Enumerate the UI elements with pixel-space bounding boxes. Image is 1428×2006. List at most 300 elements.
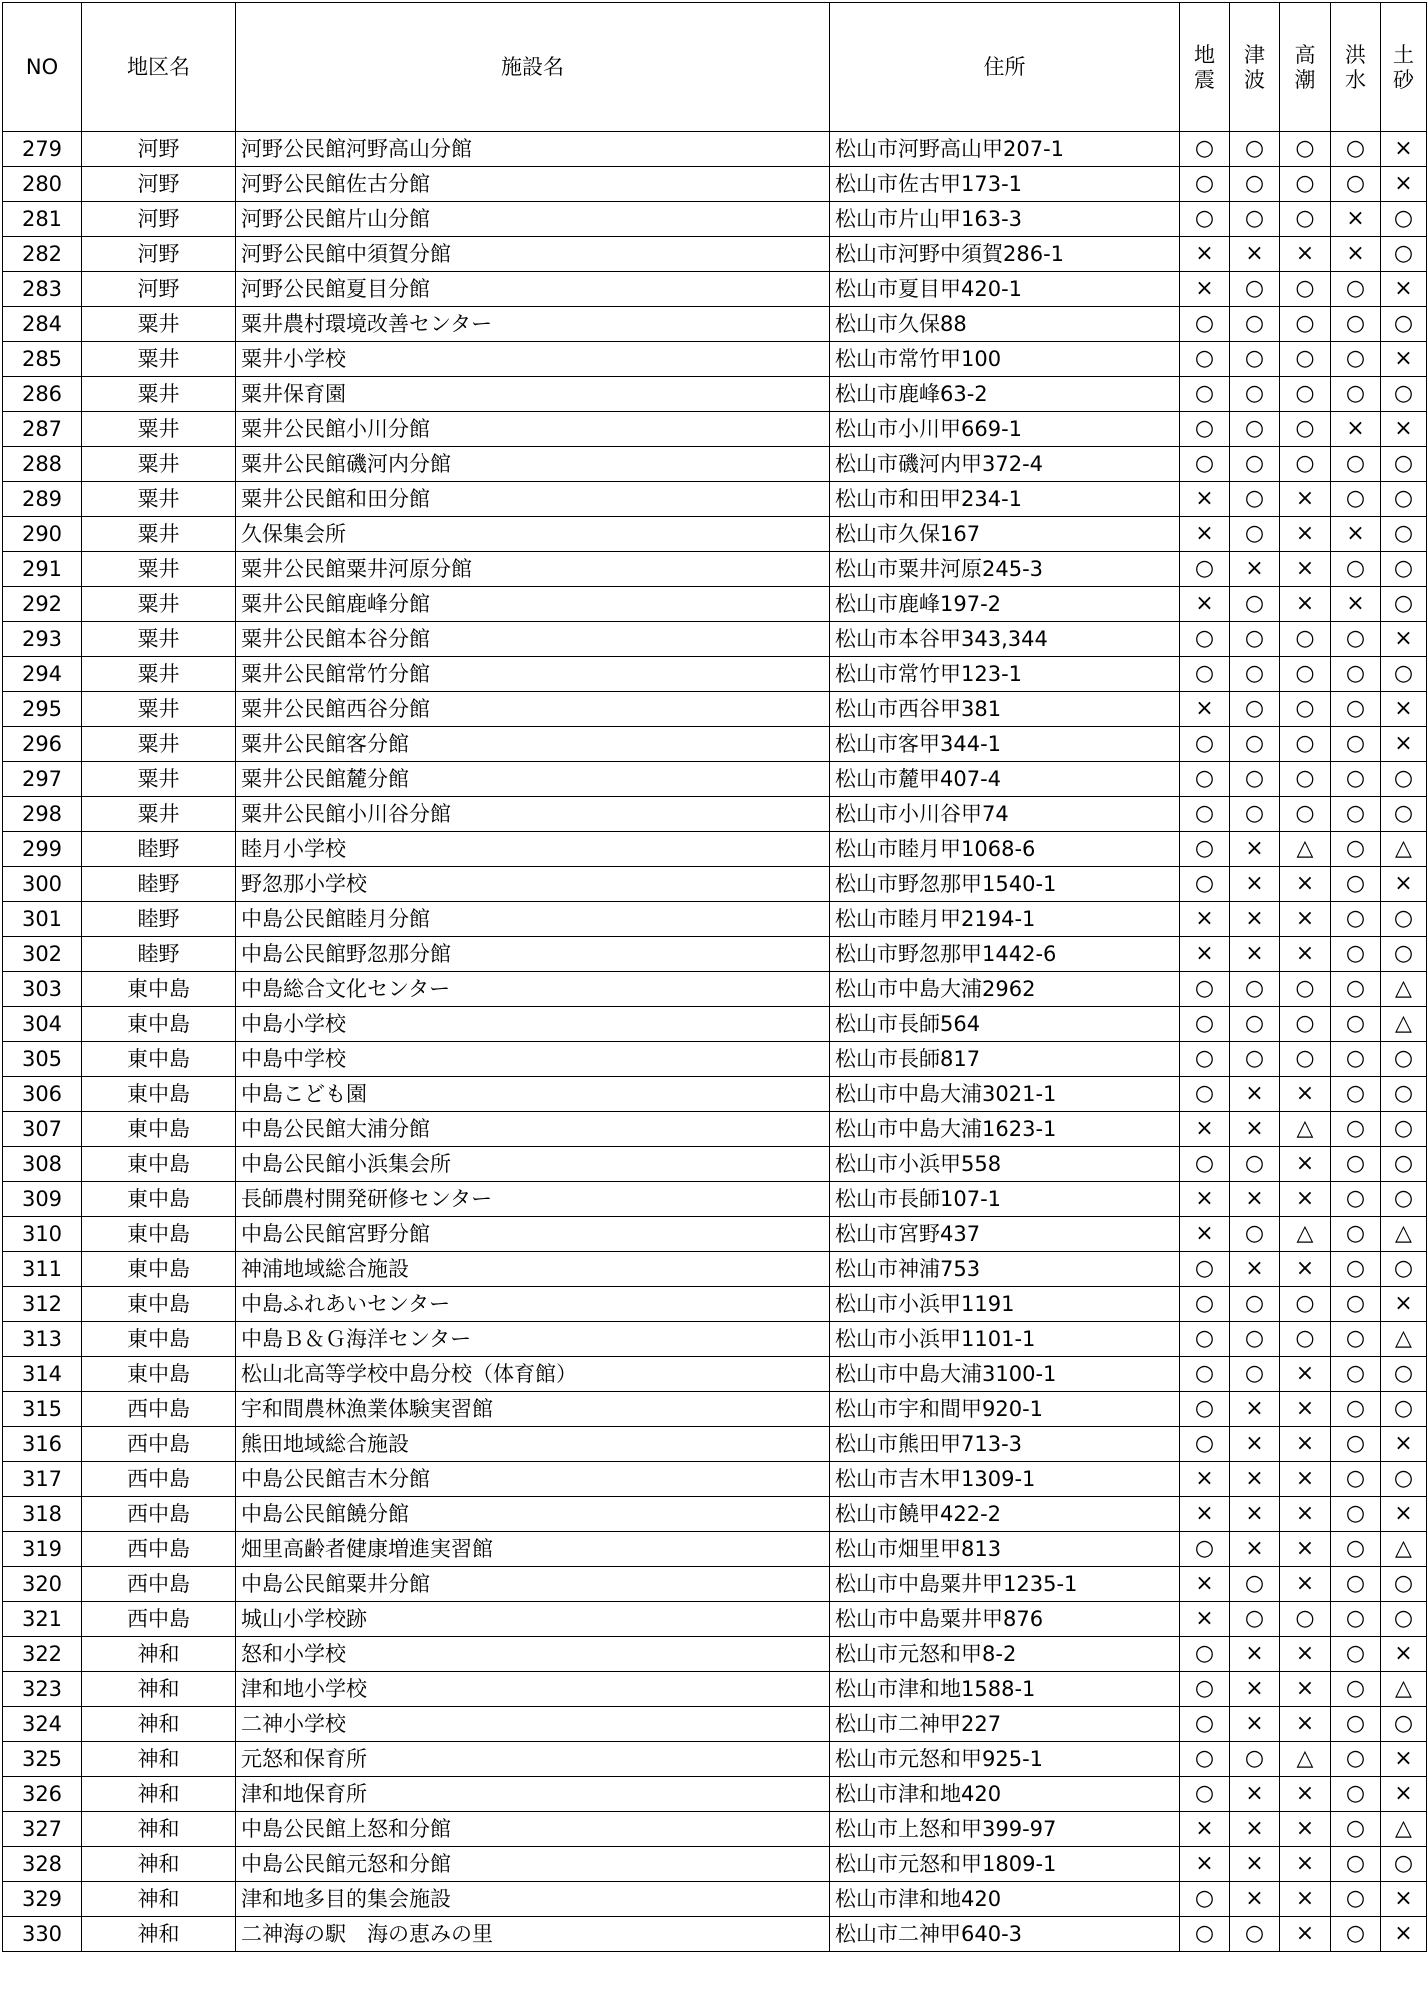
cell-flood: ○ [1331,1182,1381,1217]
cell-address: 松山市小浜甲1101-1 [830,1322,1180,1357]
cell-earthquake: ○ [1180,832,1230,867]
cell-address: 松山市宮野437 [830,1217,1180,1252]
cell-flood: ○ [1331,447,1381,482]
cell-no: 297 [3,762,82,797]
cell-facility-name: 睦月小学校 [236,832,830,867]
cell-earthquake: × [1180,1567,1230,1602]
cell-no: 304 [3,1007,82,1042]
cell-tsunami: × [1230,1707,1280,1742]
cell-earthquake: ○ [1180,657,1230,692]
cell-tsunami: ○ [1230,517,1280,552]
cell-district: 東中島 [82,1077,236,1112]
cell-facility-name: 元怒和保育所 [236,1742,830,1777]
header-flood [1331,3,1381,132]
cell-no: 300 [3,867,82,902]
cell-no: 311 [3,1252,82,1287]
cell-flood: ○ [1331,272,1381,307]
cell-district: 東中島 [82,1112,236,1147]
cell-address: 松山市中島粟井甲1235-1 [830,1567,1180,1602]
cell-address: 松山市西谷甲381 [830,692,1180,727]
cell-storm-surge: △ [1280,832,1331,867]
cell-no: 301 [3,902,82,937]
cell-earthquake: × [1180,1602,1230,1637]
cell-district: 河野 [82,237,236,272]
cell-no: 329 [3,1882,82,1917]
cell-district: 神和 [82,1812,236,1847]
cell-no: 312 [3,1287,82,1322]
cell-storm-surge: × [1280,1882,1331,1917]
cell-earthquake: × [1180,237,1230,272]
cell-landslide: × [1381,692,1427,727]
cell-storm-surge: × [1280,1532,1331,1567]
cell-flood: ○ [1331,1007,1381,1042]
cell-tsunami: × [1230,552,1280,587]
cell-facility-name: 粟井公民館磯河内分館 [236,447,830,482]
cell-flood: ○ [1331,1077,1381,1112]
cell-tsunami: ○ [1230,1007,1280,1042]
cell-district: 睦野 [82,867,236,902]
cell-no: 279 [3,132,82,167]
cell-landslide: ○ [1381,1077,1427,1112]
cell-landslide: × [1381,272,1427,307]
cell-no: 324 [3,1707,82,1742]
header-storm-surge-label: 高潮 [1294,42,1316,92]
cell-landslide: × [1381,342,1427,377]
table-row [3,272,1427,307]
cell-earthquake: ○ [1180,1392,1230,1427]
cell-facility-name: 野忽那小学校 [236,867,830,902]
cell-address: 松山市津和地420 [830,1882,1180,1917]
cell-landslide: ○ [1381,587,1427,622]
cell-landslide: × [1381,622,1427,657]
cell-storm-surge: △ [1280,1217,1331,1252]
cell-earthquake: × [1180,1812,1230,1847]
cell-earthquake: ○ [1180,1252,1230,1287]
cell-no: 280 [3,167,82,202]
cell-address: 松山市本谷甲343,344 [830,622,1180,657]
cell-earthquake: ○ [1180,377,1230,412]
cell-address: 松山市鹿峰63-2 [830,377,1180,412]
cell-earthquake: ○ [1180,727,1230,762]
cell-address: 松山市麓甲407-4 [830,762,1180,797]
cell-district: 粟井 [82,762,236,797]
cell-flood: ○ [1331,657,1381,692]
cell-facility-name: 二神小学校 [236,1707,830,1742]
table-row [3,1637,1427,1672]
cell-landslide: ○ [1381,307,1427,342]
cell-address: 松山市小川谷甲74 [830,797,1180,832]
cell-no: 328 [3,1847,82,1882]
cell-storm-surge: × [1280,1392,1331,1427]
cell-storm-surge: ○ [1280,412,1331,447]
cell-storm-surge: × [1280,937,1331,972]
cell-tsunami: ○ [1230,1322,1280,1357]
cell-landslide: ○ [1381,1357,1427,1392]
cell-district: 西中島 [82,1602,236,1637]
cell-facility-name: 粟井公民館客分館 [236,727,830,762]
cell-landslide: × [1381,132,1427,167]
table-row [3,797,1427,832]
cell-landslide: ○ [1381,902,1427,937]
header-landslide-label: 土砂 [1392,42,1414,92]
cell-earthquake: ○ [1180,797,1230,832]
cell-district: 粟井 [82,552,236,587]
table-row [3,202,1427,237]
table-row [3,1742,1427,1777]
cell-flood: ○ [1331,1812,1381,1847]
cell-earthquake: ○ [1180,1147,1230,1182]
cell-district: 睦野 [82,832,236,867]
header-earthquake-label: 地震 [1193,42,1215,92]
header-tsunami-label: 津波 [1243,42,1265,92]
cell-no: 326 [3,1777,82,1812]
cell-tsunami: ○ [1230,1287,1280,1322]
cell-landslide: △ [1381,1672,1427,1707]
cell-flood: ○ [1331,867,1381,902]
evacuation-facility-table [2,2,1427,1952]
cell-tsunami: × [1230,1882,1280,1917]
table-row [3,727,1427,762]
table-row [3,1847,1427,1882]
cell-district: 粟井 [82,657,236,692]
cell-tsunami: ○ [1230,307,1280,342]
cell-no: 282 [3,237,82,272]
cell-flood: ○ [1331,1567,1381,1602]
cell-landslide: ○ [1381,937,1427,972]
cell-no: 308 [3,1147,82,1182]
cell-address: 松山市元怒和甲925-1 [830,1742,1180,1777]
cell-landslide: × [1381,1777,1427,1812]
cell-district: 神和 [82,1847,236,1882]
cell-flood: ○ [1331,1252,1381,1287]
table-row [3,692,1427,727]
cell-flood: ○ [1331,1217,1381,1252]
cell-landslide: ○ [1381,1042,1427,1077]
table-row [3,1322,1427,1357]
cell-district: 粟井 [82,727,236,762]
cell-storm-surge: × [1280,902,1331,937]
cell-tsunami: ○ [1230,1217,1280,1252]
table-row [3,1357,1427,1392]
table-row [3,1602,1427,1637]
cell-landslide: ○ [1381,762,1427,797]
cell-storm-surge: ○ [1280,797,1331,832]
cell-facility-name: 久保集会所 [236,517,830,552]
cell-address: 松山市野忽那甲1442-6 [830,937,1180,972]
cell-storm-surge: × [1280,1147,1331,1182]
cell-flood: ○ [1331,552,1381,587]
cell-earthquake: ○ [1180,342,1230,377]
cell-landslide: △ [1381,1812,1427,1847]
cell-earthquake: ○ [1180,167,1230,202]
cell-tsunami: ○ [1230,587,1280,622]
cell-landslide: ○ [1381,517,1427,552]
cell-landslide: ○ [1381,447,1427,482]
cell-facility-name: 粟井公民館鹿峰分館 [236,587,830,622]
cell-no: 318 [3,1497,82,1532]
cell-district: 粟井 [82,622,236,657]
table-row [3,762,1427,797]
cell-address: 松山市常竹甲123-1 [830,657,1180,692]
cell-earthquake: ○ [1180,1532,1230,1567]
cell-earthquake: ○ [1180,307,1230,342]
cell-facility-name: 中島公民館元怒和分館 [236,1847,830,1882]
cell-address: 松山市中島粟井甲876 [830,1602,1180,1637]
cell-landslide: × [1381,1427,1427,1462]
cell-no: 321 [3,1602,82,1637]
cell-facility-name: 河野公民館佐古分館 [236,167,830,202]
cell-facility-name: 粟井公民館常竹分館 [236,657,830,692]
cell-storm-surge: ○ [1280,342,1331,377]
cell-no: 305 [3,1042,82,1077]
cell-no: 320 [3,1567,82,1602]
table-row [3,307,1427,342]
cell-earthquake: × [1180,692,1230,727]
cell-landslide: ○ [1381,1112,1427,1147]
cell-storm-surge: × [1280,1637,1331,1672]
cell-landslide: × [1381,1742,1427,1777]
cell-address: 松山市津和地1588-1 [830,1672,1180,1707]
table-row [3,657,1427,692]
header-facility: 施設名 [236,3,830,132]
cell-district: 粟井 [82,307,236,342]
cell-earthquake: ○ [1180,202,1230,237]
cell-tsunami: × [1230,1497,1280,1532]
cell-tsunami: × [1230,1112,1280,1147]
table-row [3,1077,1427,1112]
cell-landslide: △ [1381,1322,1427,1357]
cell-landslide: △ [1381,972,1427,1007]
cell-landslide: ○ [1381,657,1427,692]
cell-landslide: ○ [1381,1462,1427,1497]
cell-no: 313 [3,1322,82,1357]
cell-landslide: × [1381,1637,1427,1672]
cell-storm-surge: × [1280,1252,1331,1287]
cell-district: 西中島 [82,1427,236,1462]
cell-address: 松山市睦月甲1068-6 [830,832,1180,867]
header-flood-label: 洪水 [1344,42,1366,92]
cell-landslide: ○ [1381,1707,1427,1742]
cell-storm-surge: × [1280,552,1331,587]
cell-tsunami: ○ [1230,202,1280,237]
cell-district: 粟井 [82,587,236,622]
cell-tsunami: ○ [1230,1742,1280,1777]
cell-storm-surge: × [1280,1707,1331,1742]
cell-storm-surge: × [1280,1357,1331,1392]
cell-landslide: × [1381,727,1427,762]
cell-address: 松山市客甲344-1 [830,727,1180,762]
cell-no: 315 [3,1392,82,1427]
cell-flood: ○ [1331,1742,1381,1777]
cell-address: 松山市長師817 [830,1042,1180,1077]
cell-address: 松山市熊田甲713-3 [830,1427,1180,1462]
table-row [3,342,1427,377]
cell-flood: ○ [1331,1462,1381,1497]
cell-district: 粟井 [82,797,236,832]
cell-address: 松山市久保88 [830,307,1180,342]
cell-flood: ○ [1331,692,1381,727]
cell-landslide: × [1381,1287,1427,1322]
cell-earthquake: ○ [1180,132,1230,167]
cell-address: 松山市粟井河原245-3 [830,552,1180,587]
cell-earthquake: ○ [1180,447,1230,482]
cell-flood: ○ [1331,902,1381,937]
cell-facility-name: 津和地小学校 [236,1672,830,1707]
cell-earthquake: × [1180,937,1230,972]
cell-facility-name: 中島公民館宮野分館 [236,1217,830,1252]
cell-storm-surge: × [1280,237,1331,272]
cell-landslide: × [1381,1917,1427,1952]
cell-facility-name: 河野公民館中須賀分館 [236,237,830,272]
table-row [3,937,1427,972]
cell-storm-surge: ○ [1280,167,1331,202]
cell-facility-name: 河野公民館河野高山分館 [236,132,830,167]
cell-earthquake: ○ [1180,1357,1230,1392]
cell-facility-name: 粟井公民館小川分館 [236,412,830,447]
cell-facility-name: 中島公民館上怒和分館 [236,1812,830,1847]
cell-earthquake: ○ [1180,1882,1230,1917]
cell-earthquake: × [1180,1497,1230,1532]
cell-flood: ○ [1331,1287,1381,1322]
cell-storm-surge: × [1280,1777,1331,1812]
cell-district: 睦野 [82,937,236,972]
cell-flood: ○ [1331,1427,1381,1462]
table-row [3,1777,1427,1812]
table-row [3,552,1427,587]
cell-storm-surge: × [1280,1812,1331,1847]
cell-address: 松山市小浜甲558 [830,1147,1180,1182]
cell-no: 317 [3,1462,82,1497]
cell-tsunami: ○ [1230,762,1280,797]
cell-tsunami: × [1230,1427,1280,1462]
table-row [3,587,1427,622]
cell-tsunami: × [1230,1672,1280,1707]
cell-address: 松山市河野高山甲207-1 [830,132,1180,167]
cell-landslide: ○ [1381,1847,1427,1882]
table-row [3,832,1427,867]
table-row [3,412,1427,447]
table-row [3,1917,1427,1952]
cell-no: 319 [3,1532,82,1567]
cell-landslide: △ [1381,1217,1427,1252]
cell-district: 粟井 [82,482,236,517]
cell-landslide: △ [1381,832,1427,867]
cell-address: 松山市元怒和甲8-2 [830,1637,1180,1672]
cell-tsunami: ○ [1230,1357,1280,1392]
cell-earthquake: × [1180,1182,1230,1217]
cell-earthquake: ○ [1180,1322,1230,1357]
cell-landslide: △ [1381,1007,1427,1042]
cell-earthquake: ○ [1180,1637,1230,1672]
cell-district: 西中島 [82,1532,236,1567]
cell-district: 河野 [82,272,236,307]
cell-tsunami: ○ [1230,972,1280,1007]
cell-landslide: ○ [1381,552,1427,587]
table-row [3,1392,1427,1427]
cell-storm-surge: ○ [1280,1042,1331,1077]
cell-tsunami: ○ [1230,1147,1280,1182]
cell-tsunami: ○ [1230,132,1280,167]
cell-facility-name: 宇和間農林漁業体験実習館 [236,1392,830,1427]
cell-no: 289 [3,482,82,517]
cell-storm-surge: × [1280,1427,1331,1462]
table-row [3,517,1427,552]
cell-no: 292 [3,587,82,622]
cell-landslide: ○ [1381,1392,1427,1427]
table-row [3,482,1427,517]
cell-address: 松山市常竹甲100 [830,342,1180,377]
cell-landslide: △ [1381,1532,1427,1567]
cell-flood: ○ [1331,1112,1381,1147]
cell-no: 284 [3,307,82,342]
cell-facility-name: 中島公民館小浜集会所 [236,1147,830,1182]
cell-no: 323 [3,1672,82,1707]
cell-facility-name: 城山小学校跡 [236,1602,830,1637]
cell-facility-name: 二神海の駅 海の恵みの里 [236,1917,830,1952]
cell-tsunami: × [1230,1252,1280,1287]
table-row [3,867,1427,902]
cell-address: 松山市二神甲640-3 [830,1917,1180,1952]
cell-facility-name: 粟井公民館本谷分館 [236,622,830,657]
cell-landslide: ○ [1381,377,1427,412]
cell-tsunami: ○ [1230,1602,1280,1637]
table-row [3,132,1427,167]
cell-no: 286 [3,377,82,412]
cell-facility-name: 中島Ｂ＆Ｇ海洋センター [236,1322,830,1357]
cell-facility-name: 中島公民館大浦分館 [236,1112,830,1147]
cell-flood: ○ [1331,762,1381,797]
cell-no: 322 [3,1637,82,1672]
cell-address: 松山市佐古甲173-1 [830,167,1180,202]
cell-address: 松山市中島大浦2962 [830,972,1180,1007]
cell-tsunami: ○ [1230,342,1280,377]
cell-no: 281 [3,202,82,237]
cell-earthquake: ○ [1180,1707,1230,1742]
cell-tsunami: ○ [1230,167,1280,202]
header-storm-surge [1280,3,1331,132]
cell-no: 291 [3,552,82,587]
cell-storm-surge: × [1280,1182,1331,1217]
cell-storm-surge: × [1280,587,1331,622]
cell-address: 松山市上怒和甲399-97 [830,1812,1180,1847]
cell-district: 東中島 [82,1147,236,1182]
cell-earthquake: ○ [1180,1917,1230,1952]
cell-facility-name: 怒和小学校 [236,1637,830,1672]
cell-storm-surge: △ [1280,1112,1331,1147]
cell-district: 東中島 [82,972,236,1007]
cell-flood: ○ [1331,1777,1381,1812]
cell-district: 神和 [82,1882,236,1917]
cell-tsunami: × [1230,1182,1280,1217]
cell-landslide: ○ [1381,1567,1427,1602]
cell-flood: ○ [1331,482,1381,517]
cell-facility-name: 松山北高等学校中島分校（体育館） [236,1357,830,1392]
table-row [3,1007,1427,1042]
cell-landslide: ○ [1381,1252,1427,1287]
cell-flood: ○ [1331,622,1381,657]
cell-facility-name: 熊田地域総合施設 [236,1427,830,1462]
header-no: NO [3,3,82,132]
cell-landslide: ○ [1381,1147,1427,1182]
cell-address: 松山市河野中須賀286-1 [830,237,1180,272]
cell-district: 神和 [82,1777,236,1812]
cell-facility-name: 粟井公民館小川谷分館 [236,797,830,832]
cell-tsunami: ○ [1230,692,1280,727]
cell-storm-surge: ○ [1280,447,1331,482]
cell-tsunami: ○ [1230,412,1280,447]
cell-storm-surge: × [1280,1462,1331,1497]
cell-tsunami: × [1230,1392,1280,1427]
